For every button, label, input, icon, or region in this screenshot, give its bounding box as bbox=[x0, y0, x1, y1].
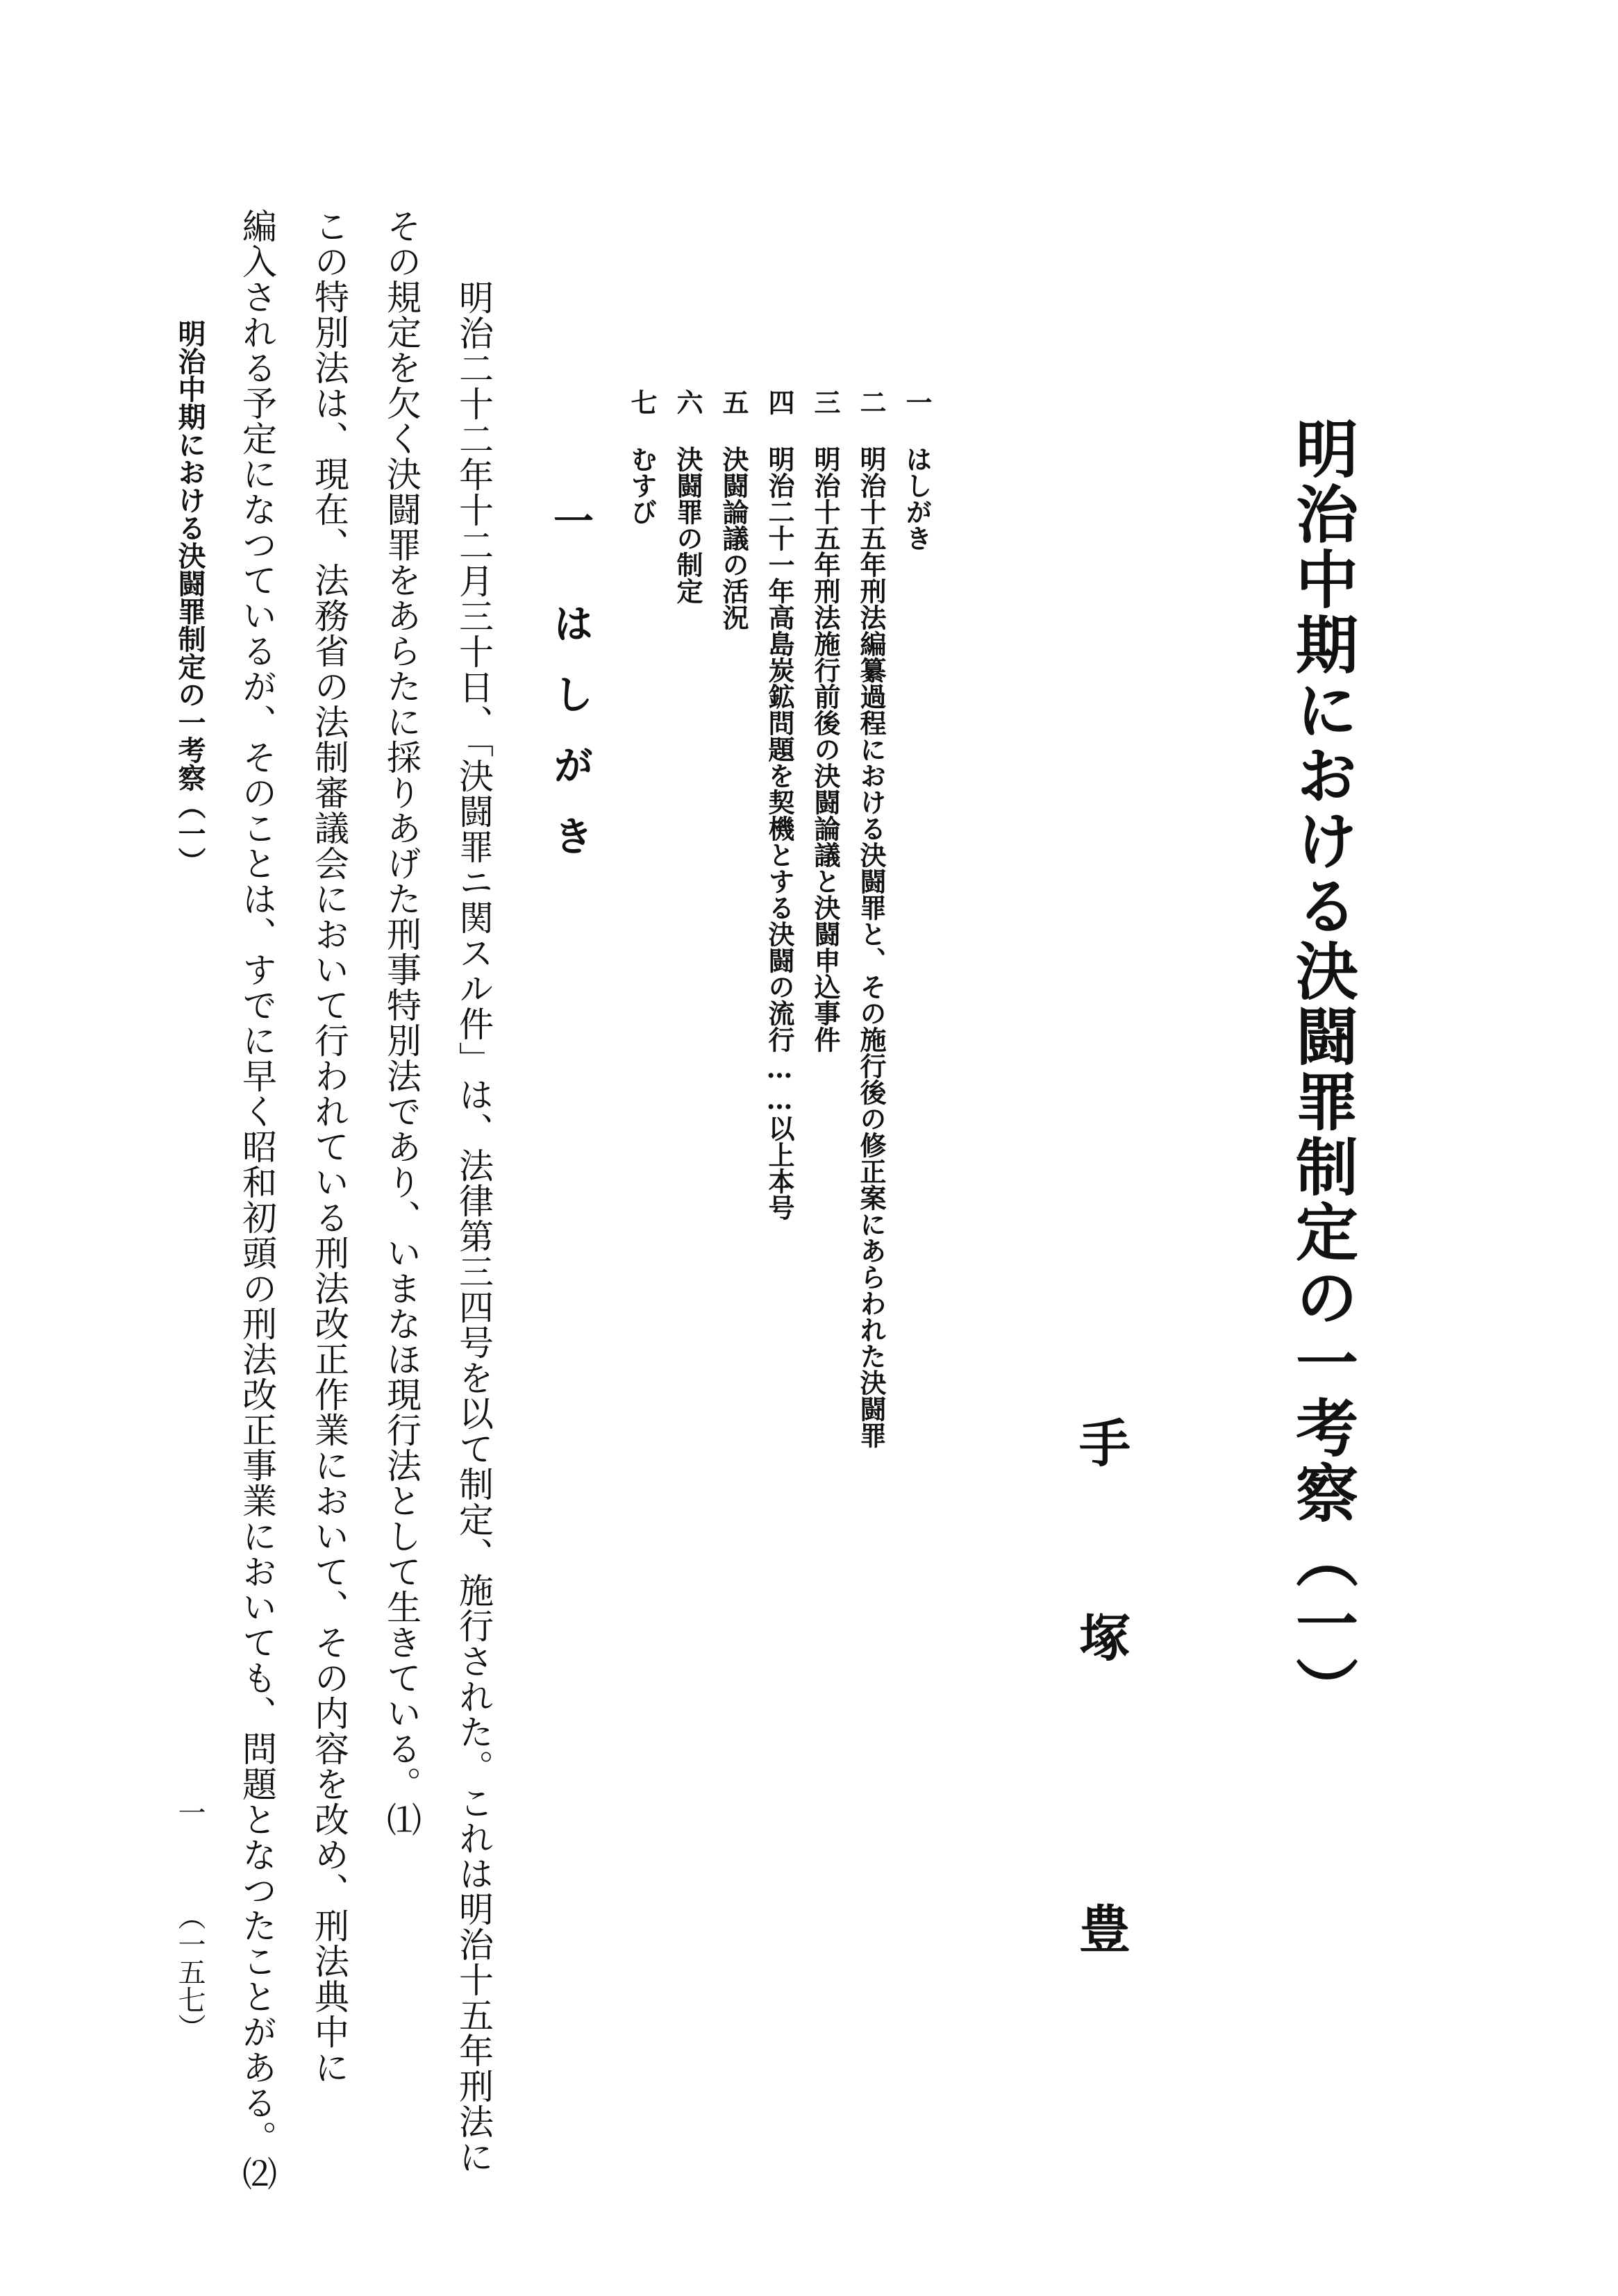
toc-item bbox=[667, 389, 708, 604]
toc-number: 四 bbox=[764, 389, 795, 415]
author-char-2: 塚 bbox=[1071, 1611, 1131, 1662]
toc-item bbox=[804, 389, 846, 1053]
toc-text: 決闘論議の活況 bbox=[718, 446, 749, 630]
section-number: 一 bbox=[547, 500, 594, 540]
toc-number: 七 bbox=[626, 389, 658, 415]
toc-number: 六 bbox=[672, 389, 703, 415]
toc-text: 明治十五年刑法施行前後の決闘論議と決闘申込事件 bbox=[810, 446, 841, 1053]
toc-item bbox=[621, 389, 662, 525]
toc-number: 三 bbox=[810, 389, 841, 415]
body-line: この特別法は、現在、法務省の法制審議会において行われている刑法改正作業において、その内容を改め、刑法典中に bbox=[309, 208, 349, 2085]
page-number: 一 bbox=[174, 1798, 206, 1826]
article-title: 明治中期における決闘罪制定の一考察（一） bbox=[1285, 417, 1358, 1722]
body-line: その規定を欠く決闘罪をあらたに採りあげた刑事特別法であり、いまなほ現行法として生きている。⑴ bbox=[381, 208, 422, 1837]
toc-text: 明治十五年刑法編纂過程における決闘罪と、その施行後の修正案にあらわれた決闘罪 bbox=[856, 446, 887, 1448]
toc-item bbox=[758, 389, 800, 1221]
cumulative-page-number: （一五七） bbox=[174, 1902, 206, 2041]
section-title: はしがき bbox=[547, 603, 594, 886]
toc-text: 明治二十一年高島炭鉱問題を契機とする決闘の流行……以上本号 bbox=[764, 446, 795, 1221]
toc-number: 一 bbox=[901, 389, 933, 415]
toc-item bbox=[850, 389, 892, 1448]
body-line: 編入される予定になつているが、そのことは、すでに早く昭和初頭の刑法改正事業においても、問題となつたことがある。⑵ bbox=[237, 208, 277, 2191]
toc-item bbox=[896, 389, 937, 551]
toc-item bbox=[712, 389, 754, 630]
author-char-1: 手 bbox=[1071, 1416, 1131, 1468]
toc-text: 決闘罪の制定 bbox=[672, 446, 703, 604]
body-line: 明治二十二年十二月三十日、「決闘罪ニ関スル件」は、法律第三四号を以て制定、施行された。これは明治十五年刑法に bbox=[453, 244, 494, 2175]
author-char-3: 豊 bbox=[1071, 1902, 1131, 1954]
running-head: 明治中期における決闘罪制定の一考察（一） bbox=[174, 319, 206, 875]
toc-number: 二 bbox=[856, 389, 887, 415]
section-heading bbox=[539, 500, 601, 886]
toc-text: はしがき bbox=[901, 446, 933, 551]
toc-number: 五 bbox=[718, 389, 749, 415]
toc-text: むすび bbox=[626, 446, 658, 525]
